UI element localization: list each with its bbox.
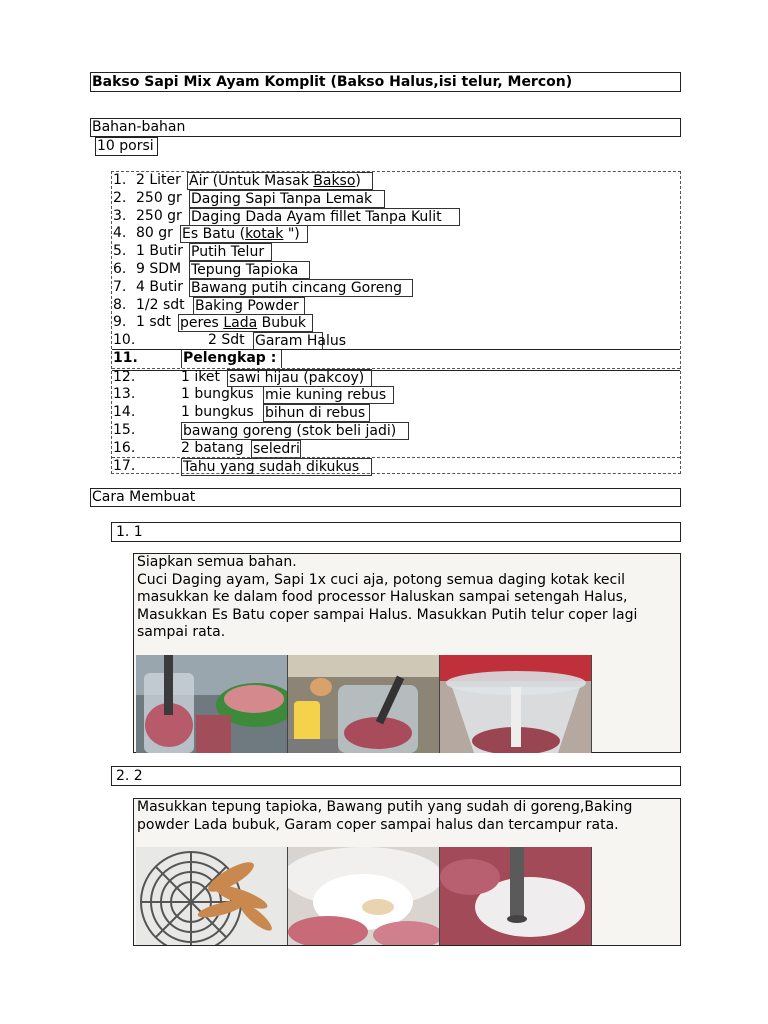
- step-line: Masukkan Es Batu coper sampai Halus. Masukkan Putih telur coper lagi: [137, 606, 638, 623]
- step-line: Masukkan tepung tapioka, Bawang putih yang sudah di goreng,Baking: [137, 799, 633, 815]
- ingredient-number: 6.: [113, 261, 127, 277]
- ingredient-name: Putih Telur: [189, 243, 272, 261]
- ingredient-name: Daging Sapi Tanpa Lemak: [189, 190, 385, 208]
- step-photo-processor[interactable]: [440, 655, 592, 753]
- method-header: Cara Membuat: [90, 488, 681, 507]
- ingredient-number: 4.: [113, 225, 127, 242]
- step-1-text: [137, 554, 676, 642]
- ingredient-name: bihun di rebus: [263, 404, 370, 422]
- ingredient-row: [112, 225, 680, 243]
- ingredient-number: 14.: [113, 404, 136, 420]
- step-line: Cuci Daging ayam, Sapi 1x cuci aja, potong semua daging kotak kecil: [137, 571, 626, 588]
- ingredient-list: [111, 171, 681, 474]
- servings-label: 10 porsi: [95, 137, 158, 156]
- step-photo-egg-ice[interactable]: [288, 655, 440, 753]
- ingredient-quantity: 1 bungkus: [181, 386, 254, 402]
- step-1-box: [133, 553, 681, 753]
- step-2-label: 2. 2: [111, 766, 681, 786]
- ingredient-quantity: 1 iket: [181, 369, 220, 385]
- ingredient-number: 1.: [113, 172, 127, 188]
- pelengkap-heading: Pelengkap :: [181, 350, 282, 368]
- ingredient-row: [112, 297, 680, 315]
- ingredient-row: [112, 314, 680, 332]
- ingredient-name: Daging Dada Ayam fillet Tanpa Kulit: [189, 208, 460, 226]
- ingredient-number: 15.: [113, 422, 136, 438]
- ingredient-name: bawang goreng (stok beli jadi): [181, 422, 409, 440]
- ingredient-row: [112, 243, 680, 261]
- ingredient-row: [112, 404, 680, 422]
- ingredient-quantity: 80 gr: [136, 225, 173, 242]
- ingredient-quantity: 9 SDM: [136, 261, 182, 277]
- ingredient-name: sawi hijau (pakcoy): [227, 369, 372, 387]
- ingredient-number: 11.: [113, 350, 138, 366]
- step-2-box: [133, 798, 681, 946]
- ingredient-quantity: 2 batang: [181, 440, 244, 456]
- step-photo-fried-garlic[interactable]: [136, 847, 288, 945]
- ingredient-name: Baking Powder: [193, 297, 305, 315]
- step-2-text: [137, 799, 676, 834]
- ingredient-row: [112, 386, 680, 404]
- ingredient-name: Garam Halus: [255, 333, 347, 350]
- ingredient-row: [112, 332, 680, 350]
- step-line: sampai rata.: [137, 624, 226, 640]
- ingredient-name: Es Batu (kotak "): [180, 225, 308, 243]
- step-line: masukkan ke dalam food processor Haluskan sampai setengah Halus,: [137, 589, 628, 605]
- ingredient-number: 8.: [113, 296, 127, 313]
- ingredient-quantity: 2 Liter: [136, 172, 181, 188]
- ingredient-number: 9.: [113, 314, 127, 331]
- ingredient-quantity: 4 Butir: [136, 278, 183, 295]
- ingredient-row: [112, 368, 680, 387]
- ingredient-name: mie kuning rebus: [263, 386, 394, 404]
- ingredient-row: [112, 279, 680, 297]
- ingredient-quantity: 1 Butir: [136, 243, 183, 260]
- ingredient-quantity: 250 gr: [136, 189, 182, 206]
- ingredient-row: [112, 172, 680, 190]
- ingredient-name: seledri: [253, 441, 300, 457]
- step-photo-blending[interactable]: [440, 847, 592, 945]
- ingredient-row: [112, 440, 680, 458]
- ingredient-name: Bawang putih cincang Goreng: [189, 279, 413, 297]
- ingredient-row: [112, 190, 680, 208]
- ingredient-number: 13.: [113, 386, 136, 402]
- ingredient-quantity: 250 gr: [136, 207, 182, 224]
- ingredient-row: [112, 261, 680, 279]
- ingredient-quantity: 1/2 sdt: [136, 296, 185, 313]
- step-photo-meat-blender[interactable]: [136, 655, 288, 753]
- ingredient-quantity: 1 sdt: [136, 314, 172, 331]
- ingredient-number: 17.: [113, 458, 136, 474]
- ingredient-number: 2.: [113, 189, 127, 206]
- ingredient-quantity: 2 Sdt: [208, 332, 245, 349]
- ingredients-header: Bahan-bahan: [90, 118, 681, 137]
- ingredient-number: 10.: [113, 332, 136, 349]
- ingredient-number: 12.: [113, 369, 136, 385]
- step-1-photos: [136, 655, 592, 753]
- ingredient-row: [112, 422, 680, 440]
- ingredient-number: 7.: [113, 278, 127, 295]
- ingredient-row: [112, 457, 680, 476]
- ingredient-number: 16.: [113, 440, 136, 456]
- step-line: powder Lada bubuk, Garam coper sampai halus dan tercampur rata.: [137, 816, 619, 833]
- ingredient-name: peres Lada Bubuk: [178, 314, 313, 332]
- step-line: Siapkan semua bahan.: [137, 554, 297, 570]
- step-photo-tapioca[interactable]: [288, 847, 440, 945]
- step-2-photos: [136, 847, 592, 945]
- ingredient-number: 5.: [113, 243, 127, 260]
- recipe-title: Bakso Sapi Mix Ayam Komplit (Bakso Halus,isi telur, Mercon): [90, 72, 681, 92]
- step-1-label: 1. 1: [111, 522, 681, 542]
- ingredient-name: Tepung Tapioka: [189, 261, 310, 279]
- ingredient-name: Air (Untuk Masak Bakso): [187, 172, 373, 190]
- ingredient-name: Tahu yang sudah dikukus: [181, 458, 372, 476]
- ingredient-row: [112, 208, 680, 226]
- ingredient-number: 3.: [113, 207, 127, 224]
- ingredient-quantity: 1 bungkus: [181, 404, 254, 420]
